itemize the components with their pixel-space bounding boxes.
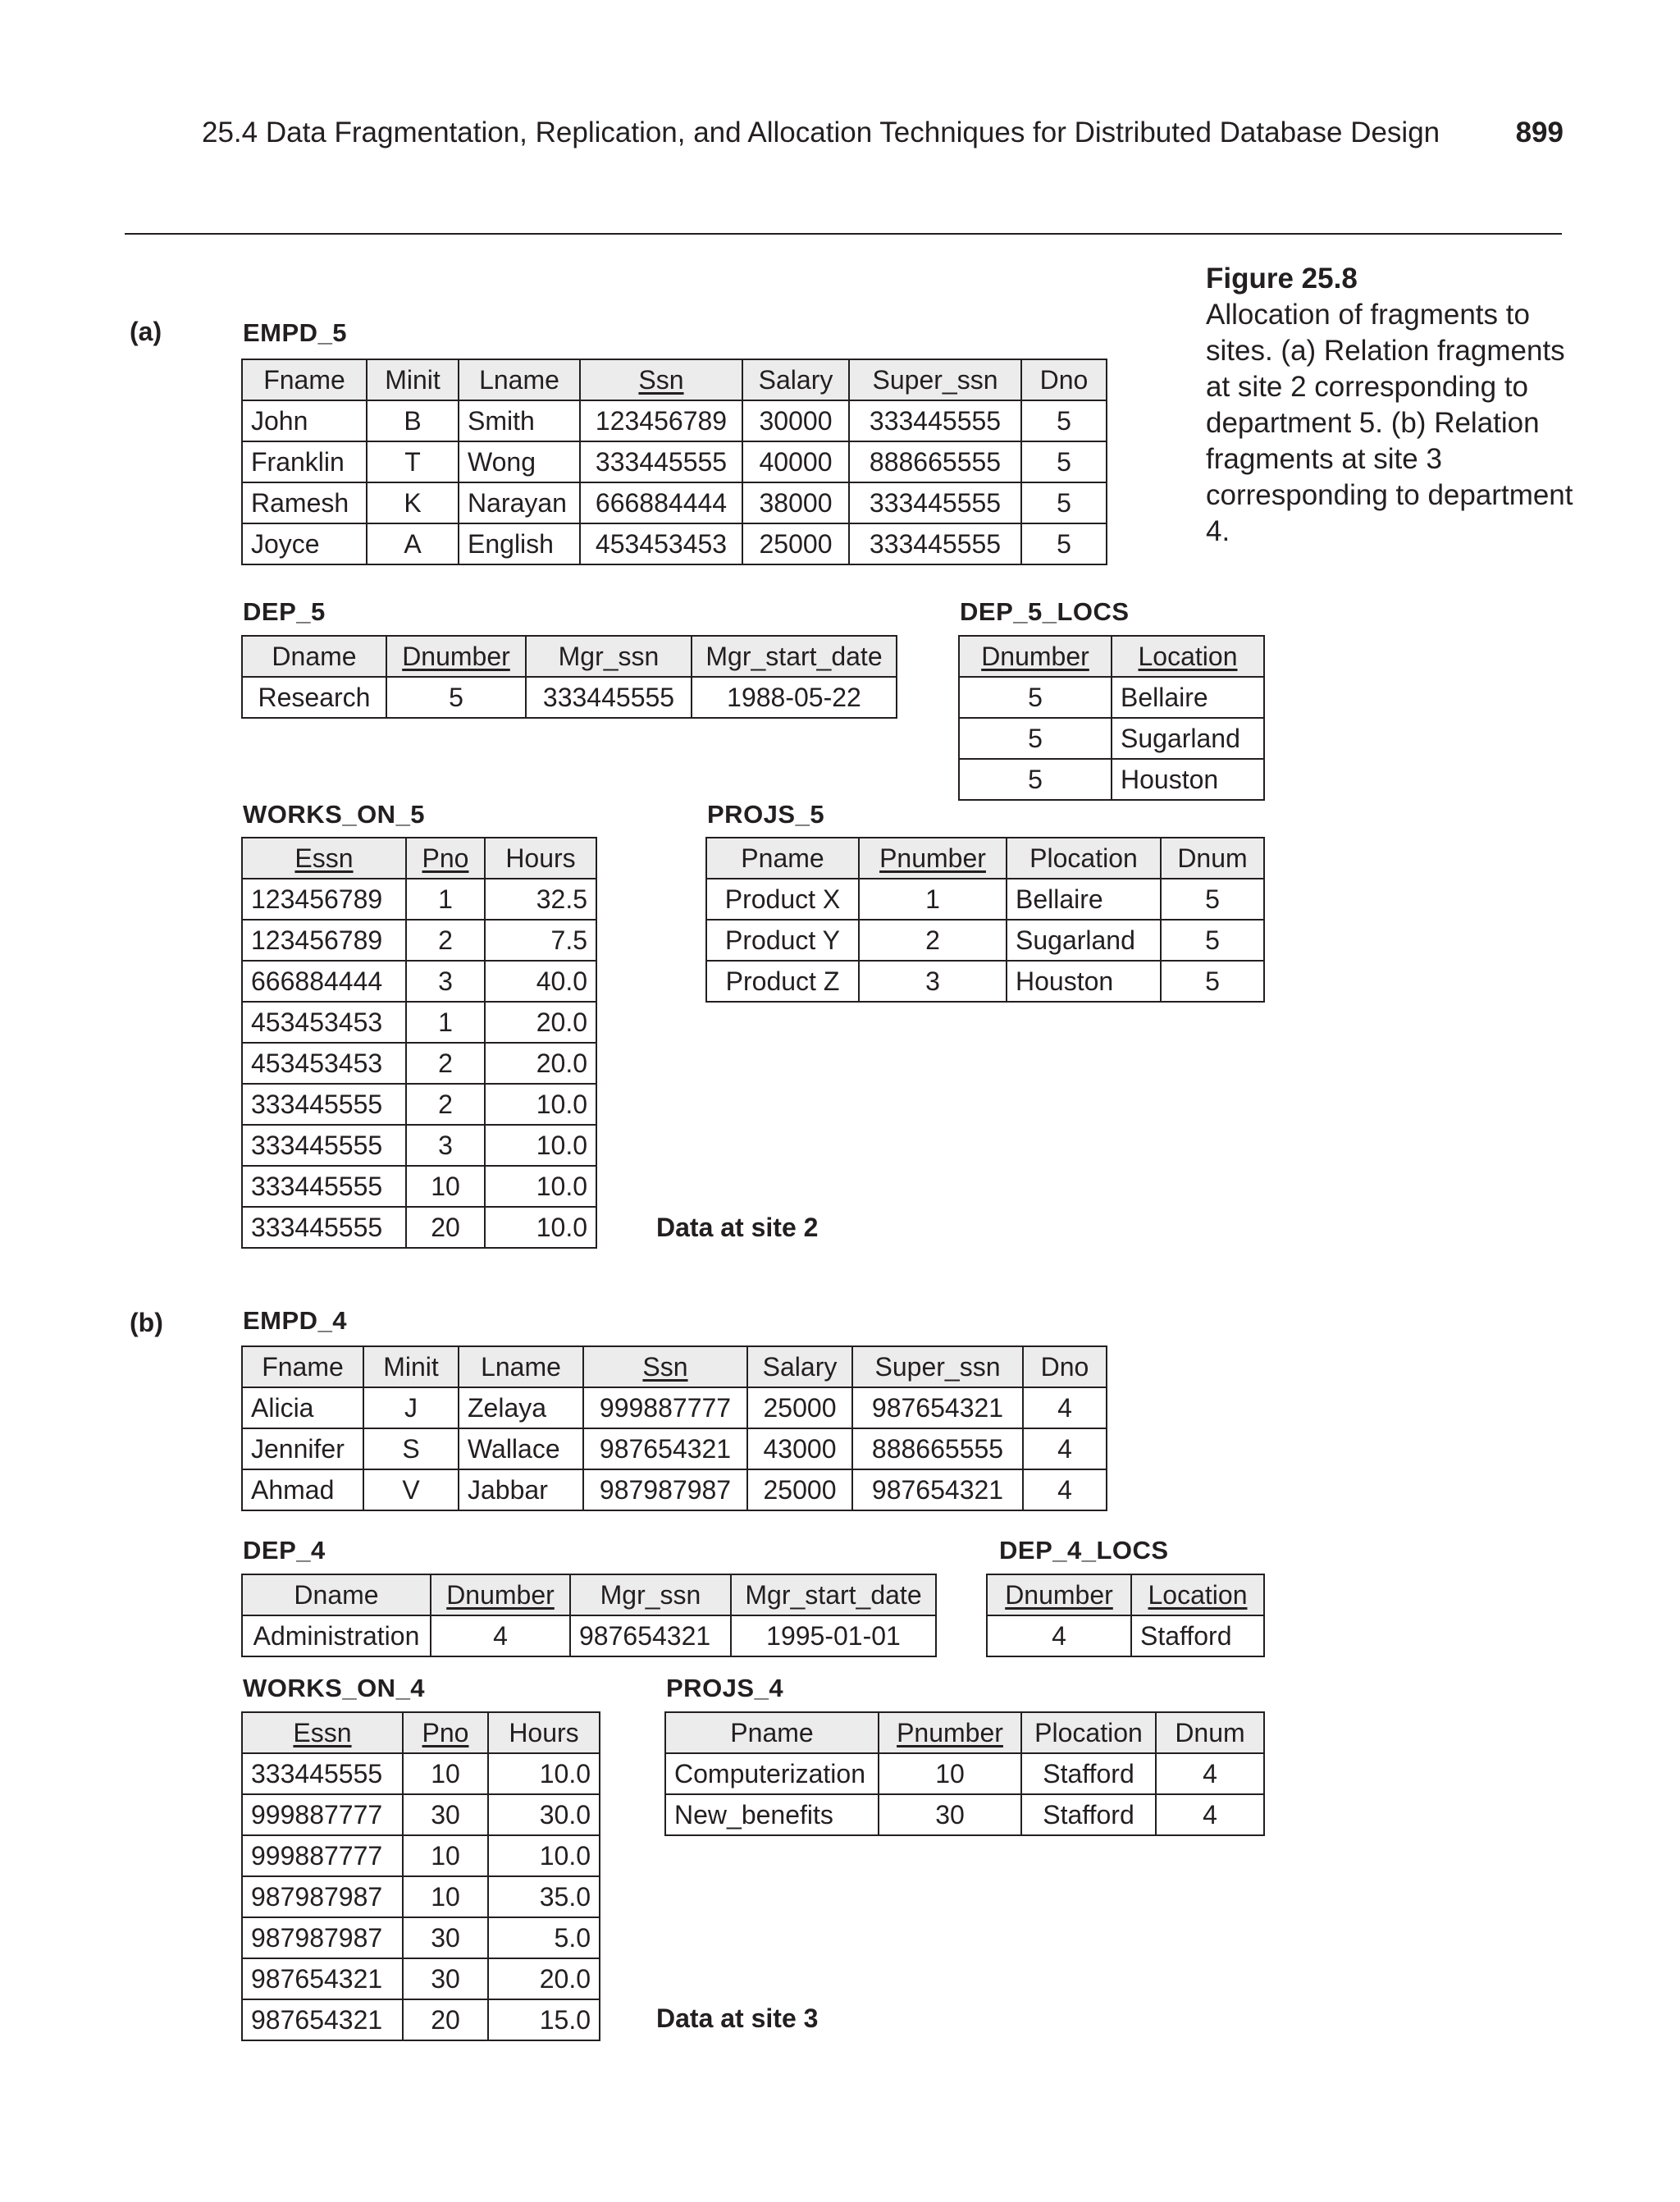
cell: 1995-01-01 bbox=[731, 1615, 936, 1656]
cell: 4 bbox=[987, 1615, 1131, 1656]
table-row bbox=[242, 1876, 600, 1917]
works-on-5-table bbox=[241, 837, 597, 1249]
page-number: 899 bbox=[1515, 116, 1564, 148]
empd-5-table bbox=[241, 359, 1107, 565]
column-header-text: Location bbox=[1138, 641, 1238, 671]
empd-5-name: EMPD_5 bbox=[243, 318, 348, 347]
column-header-text: Dnumber bbox=[402, 641, 510, 671]
cell: Houston bbox=[1112, 759, 1264, 800]
column-header: Dname bbox=[242, 1574, 431, 1615]
cell: 2 bbox=[406, 1084, 485, 1125]
cell: 987654321 bbox=[852, 1469, 1023, 1510]
cell: New_benefits bbox=[665, 1794, 879, 1835]
table-row bbox=[242, 677, 897, 718]
cell: 333445555 bbox=[526, 677, 692, 718]
cell: 5 bbox=[1161, 920, 1264, 961]
column-header-text: Location bbox=[1148, 1579, 1248, 1610]
column-header-text: Pno bbox=[422, 843, 469, 873]
cell: 666884444 bbox=[580, 482, 742, 523]
cell: B bbox=[367, 400, 459, 441]
part-b-label: (b) bbox=[130, 1308, 163, 1337]
key-column-header bbox=[242, 1712, 403, 1753]
cell: 10.0 bbox=[488, 1753, 600, 1794]
section-title: 25.4 Data Fragmentation, Replication, and Allocation Techniques for Distributed Database Design bbox=[202, 116, 1440, 148]
table-row bbox=[706, 961, 1264, 1002]
table-row bbox=[242, 482, 1107, 523]
cell: 30 bbox=[403, 1794, 488, 1835]
table-row bbox=[242, 920, 596, 961]
table-row bbox=[242, 441, 1107, 482]
cell: Alicia bbox=[242, 1387, 363, 1428]
cell: 3 bbox=[406, 1125, 485, 1166]
cell: 2 bbox=[406, 920, 485, 961]
figure-title: Figure 25.8 bbox=[1206, 263, 1358, 295]
projs-5-table bbox=[705, 837, 1265, 1003]
header-rule bbox=[125, 233, 1562, 235]
cell: 10.0 bbox=[485, 1166, 596, 1207]
cell: Smith bbox=[459, 400, 580, 441]
cell: 987654321 bbox=[242, 1999, 403, 2040]
table-row bbox=[959, 718, 1264, 759]
column-header: Dno bbox=[1023, 1346, 1107, 1387]
column-header: Mgr_start_date bbox=[692, 636, 897, 677]
cell: 30 bbox=[403, 1917, 488, 1958]
dep-5-locs-table bbox=[958, 635, 1265, 801]
cell: 20 bbox=[403, 1999, 488, 2040]
cell: Houston bbox=[1007, 961, 1161, 1002]
dep-4-name: DEP_4 bbox=[243, 1536, 326, 1565]
key-column-header bbox=[406, 838, 485, 879]
cell: 1988-05-22 bbox=[692, 677, 897, 718]
cell: Jennifer bbox=[242, 1428, 363, 1469]
cell: 2 bbox=[406, 1043, 485, 1084]
key-column-header bbox=[583, 1346, 747, 1387]
column-header: Salary bbox=[747, 1346, 852, 1387]
cell: 10 bbox=[406, 1166, 485, 1207]
cell: 20.0 bbox=[485, 1043, 596, 1084]
dep-5-locs-name: DEP_5_LOCS bbox=[960, 597, 1130, 626]
cell: Wong bbox=[459, 441, 580, 482]
cell: 25000 bbox=[747, 1387, 852, 1428]
cell: 666884444 bbox=[242, 961, 406, 1002]
column-header: Dno bbox=[1021, 359, 1107, 400]
column-header: Pname bbox=[706, 838, 859, 879]
cell: 40000 bbox=[742, 441, 849, 482]
cell: 10.0 bbox=[485, 1125, 596, 1166]
cell: Bellaire bbox=[1112, 677, 1264, 718]
column-header: Mgr_start_date bbox=[731, 1574, 936, 1615]
cell: Narayan bbox=[459, 482, 580, 523]
cell: 333445555 bbox=[242, 1166, 406, 1207]
table-row bbox=[242, 1958, 600, 1999]
cell: S bbox=[363, 1428, 459, 1469]
table-row bbox=[242, 1125, 596, 1166]
column-header-text: Dnumber bbox=[981, 641, 1089, 671]
table-row bbox=[242, 1207, 596, 1248]
cell: 999887777 bbox=[242, 1835, 403, 1876]
column-header: Hours bbox=[485, 838, 596, 879]
cell: 2 bbox=[859, 920, 1007, 961]
cell: 4 bbox=[1023, 1387, 1107, 1428]
column-header: Fname bbox=[242, 359, 367, 400]
empd-4-name: EMPD_4 bbox=[243, 1306, 348, 1335]
cell: Product X bbox=[706, 879, 859, 920]
column-header: Lname bbox=[459, 359, 580, 400]
table-row bbox=[959, 759, 1264, 800]
works-on-4-table bbox=[241, 1711, 600, 2041]
column-header: Fname bbox=[242, 1346, 363, 1387]
part-a-label: (a) bbox=[130, 317, 162, 346]
dep-5-table bbox=[241, 635, 897, 719]
cell: 32.5 bbox=[485, 879, 596, 920]
cell: J bbox=[363, 1387, 459, 1428]
cell: 5 bbox=[386, 677, 526, 718]
cell: 987987987 bbox=[242, 1917, 403, 1958]
cell: 35.0 bbox=[488, 1876, 600, 1917]
table-row bbox=[242, 523, 1107, 564]
cell: 25000 bbox=[747, 1469, 852, 1510]
cell: 453453453 bbox=[242, 1043, 406, 1084]
cell: Product Z bbox=[706, 961, 859, 1002]
cell: English bbox=[459, 523, 580, 564]
column-header: Hours bbox=[488, 1712, 600, 1753]
cell: 10.0 bbox=[485, 1207, 596, 1248]
cell: 20.0 bbox=[485, 1002, 596, 1043]
key-column-header bbox=[1112, 636, 1264, 677]
column-header: Dname bbox=[242, 636, 386, 677]
cell: Ramesh bbox=[242, 482, 367, 523]
column-header: Super_ssn bbox=[852, 1346, 1023, 1387]
running-header bbox=[202, 116, 1564, 158]
table-row bbox=[242, 1615, 936, 1656]
cell: 333445555 bbox=[849, 523, 1021, 564]
cell: 10 bbox=[403, 1835, 488, 1876]
cell: John bbox=[242, 400, 367, 441]
cell: 1 bbox=[859, 879, 1007, 920]
table-row bbox=[242, 1084, 596, 1125]
cell: Bellaire bbox=[1007, 879, 1161, 920]
cell: Stafford bbox=[1021, 1794, 1156, 1835]
key-column-header bbox=[242, 838, 406, 879]
table-row bbox=[242, 1469, 1107, 1510]
cell: 123456789 bbox=[580, 400, 742, 441]
cell: 333445555 bbox=[242, 1207, 406, 1248]
key-column-header bbox=[580, 359, 742, 400]
projs-5-name: PROJS_5 bbox=[707, 800, 825, 829]
dep-5-name: DEP_5 bbox=[243, 597, 326, 626]
cell: 987654321 bbox=[570, 1615, 731, 1656]
cell: 3 bbox=[406, 961, 485, 1002]
table-row bbox=[242, 1794, 600, 1835]
column-header: Dnum bbox=[1161, 838, 1264, 879]
cell: 987654321 bbox=[583, 1428, 747, 1469]
cell: Computerization bbox=[665, 1753, 879, 1794]
cell: 40.0 bbox=[485, 961, 596, 1002]
empd-4-table bbox=[241, 1345, 1107, 1511]
cell: 10 bbox=[879, 1753, 1021, 1794]
table-row bbox=[987, 1615, 1264, 1656]
table-row bbox=[706, 879, 1264, 920]
cell: 25000 bbox=[742, 523, 849, 564]
cell: 30 bbox=[403, 1958, 488, 1999]
cell: 1 bbox=[406, 879, 485, 920]
cell: 888665555 bbox=[849, 441, 1021, 482]
key-column-header bbox=[859, 838, 1007, 879]
cell: 5 bbox=[1021, 441, 1107, 482]
cell: 10.0 bbox=[488, 1835, 600, 1876]
column-header-text: Ssn bbox=[638, 364, 684, 395]
dep-4-locs-name: DEP_4_LOCS bbox=[999, 1536, 1169, 1565]
cell: 5 bbox=[1021, 400, 1107, 441]
key-column-header bbox=[1131, 1574, 1264, 1615]
cell: 10 bbox=[403, 1753, 488, 1794]
column-header: Minit bbox=[363, 1346, 459, 1387]
column-header: Dnum bbox=[1156, 1712, 1264, 1753]
cell: Ahmad bbox=[242, 1469, 363, 1510]
cell: 10 bbox=[403, 1876, 488, 1917]
table-row bbox=[242, 1999, 600, 2040]
cell: 999887777 bbox=[242, 1794, 403, 1835]
cell: Stafford bbox=[1131, 1615, 1264, 1656]
table-row bbox=[242, 400, 1107, 441]
dep-4-table bbox=[241, 1574, 937, 1657]
table-row bbox=[242, 1387, 1107, 1428]
cell: Sugarland bbox=[1007, 920, 1161, 961]
cell: K bbox=[367, 482, 459, 523]
cell: 987654321 bbox=[852, 1387, 1023, 1428]
cell: Product Y bbox=[706, 920, 859, 961]
figure-caption bbox=[1206, 261, 1575, 550]
site-3-label: Data at site 3 bbox=[656, 2003, 819, 2033]
cell: T bbox=[367, 441, 459, 482]
projs-4-name: PROJS_4 bbox=[666, 1674, 784, 1702]
table-row bbox=[242, 1043, 596, 1084]
column-header-text: Essn bbox=[293, 1717, 352, 1747]
cell: 5 bbox=[959, 677, 1112, 718]
column-header-text: Pnumber bbox=[879, 843, 986, 873]
cell: Franklin bbox=[242, 441, 367, 482]
cell: 999887777 bbox=[583, 1387, 747, 1428]
cell: A bbox=[367, 523, 459, 564]
table-row bbox=[242, 1917, 600, 1958]
table-row bbox=[959, 677, 1264, 718]
cell: 333445555 bbox=[242, 1753, 403, 1794]
column-header: Plocation bbox=[1021, 1712, 1156, 1753]
cell: 333445555 bbox=[849, 482, 1021, 523]
table-row bbox=[242, 879, 596, 920]
column-header-text: Pnumber bbox=[897, 1717, 1003, 1747]
cell: 1 bbox=[406, 1002, 485, 1043]
cell: 20 bbox=[406, 1207, 485, 1248]
cell: 4 bbox=[431, 1615, 570, 1656]
key-column-header bbox=[403, 1712, 488, 1753]
column-header-text: Essn bbox=[294, 843, 354, 873]
table-row bbox=[665, 1794, 1264, 1835]
column-header: Super_ssn bbox=[849, 359, 1021, 400]
cell: 38000 bbox=[742, 482, 849, 523]
cell: 5 bbox=[959, 759, 1112, 800]
works-on-4-name: WORKS_ON_4 bbox=[243, 1674, 426, 1702]
works-on-5-name: WORKS_ON_5 bbox=[243, 800, 426, 829]
cell: Sugarland bbox=[1112, 718, 1264, 759]
cell: 4 bbox=[1156, 1794, 1264, 1835]
column-header: Mgr_ssn bbox=[526, 636, 692, 677]
table-row bbox=[665, 1753, 1264, 1794]
table-row bbox=[706, 920, 1264, 961]
cell: 888665555 bbox=[852, 1428, 1023, 1469]
cell: 4 bbox=[1023, 1428, 1107, 1469]
cell: 4 bbox=[1023, 1469, 1107, 1510]
key-column-header bbox=[431, 1574, 570, 1615]
cell: 30 bbox=[879, 1794, 1021, 1835]
cell: 30000 bbox=[742, 400, 849, 441]
column-header: Pname bbox=[665, 1712, 879, 1753]
table-row bbox=[242, 1835, 600, 1876]
cell: 30.0 bbox=[488, 1794, 600, 1835]
cell: Stafford bbox=[1021, 1753, 1156, 1794]
cell: 333445555 bbox=[580, 441, 742, 482]
cell: 20.0 bbox=[488, 1958, 600, 1999]
cell: 987987987 bbox=[242, 1876, 403, 1917]
cell: Administration bbox=[242, 1615, 431, 1656]
site-2-label: Data at site 2 bbox=[656, 1213, 819, 1242]
cell: 4 bbox=[1156, 1753, 1264, 1794]
cell: 123456789 bbox=[242, 879, 406, 920]
key-column-header bbox=[879, 1712, 1021, 1753]
cell: 453453453 bbox=[242, 1002, 406, 1043]
cell: 333445555 bbox=[242, 1084, 406, 1125]
cell: Jabbar bbox=[459, 1469, 583, 1510]
column-header-text: Pno bbox=[422, 1717, 469, 1747]
column-header: Mgr_ssn bbox=[570, 1574, 731, 1615]
column-header: Plocation bbox=[1007, 838, 1161, 879]
cell: 5 bbox=[1161, 879, 1264, 920]
cell: 5 bbox=[1161, 961, 1264, 1002]
cell: 15.0 bbox=[488, 1999, 600, 2040]
cell: 5 bbox=[1021, 482, 1107, 523]
cell: 7.5 bbox=[485, 920, 596, 961]
cell: 5 bbox=[959, 718, 1112, 759]
cell: 453453453 bbox=[580, 523, 742, 564]
cell: 3 bbox=[859, 961, 1007, 1002]
table-row bbox=[242, 1166, 596, 1207]
cell: V bbox=[363, 1469, 459, 1510]
table-row bbox=[242, 1753, 600, 1794]
key-column-header bbox=[987, 1574, 1131, 1615]
cell: 333445555 bbox=[242, 1125, 406, 1166]
cell: Research bbox=[242, 677, 386, 718]
column-header-text: Ssn bbox=[642, 1351, 688, 1382]
column-header: Salary bbox=[742, 359, 849, 400]
cell: 123456789 bbox=[242, 920, 406, 961]
cell: 987654321 bbox=[242, 1958, 403, 1999]
column-header-text: Dnumber bbox=[1005, 1579, 1113, 1610]
table-row bbox=[242, 1428, 1107, 1469]
column-header: Lname bbox=[459, 1346, 583, 1387]
cell: Zelaya bbox=[459, 1387, 583, 1428]
cell: 987987987 bbox=[583, 1469, 747, 1510]
column-header-text: Dnumber bbox=[446, 1579, 555, 1610]
cell: 10.0 bbox=[485, 1084, 596, 1125]
cell: 5.0 bbox=[488, 1917, 600, 1958]
key-column-header bbox=[386, 636, 526, 677]
cell: Joyce bbox=[242, 523, 367, 564]
cell: 43000 bbox=[747, 1428, 852, 1469]
key-column-header bbox=[959, 636, 1112, 677]
figure-caption-text: Allocation of fragments to sites. (a) Relation fragments at site 2 corresponding to department 5. (b) Relation fragments at site 3 corresponding to department 4. bbox=[1206, 299, 1573, 547]
cell: 333445555 bbox=[849, 400, 1021, 441]
cell: 5 bbox=[1021, 523, 1107, 564]
table-row bbox=[242, 1002, 596, 1043]
column-header: Minit bbox=[367, 359, 459, 400]
dep-4-locs-table bbox=[986, 1574, 1265, 1657]
table-row bbox=[242, 961, 596, 1002]
cell: Wallace bbox=[459, 1428, 583, 1469]
projs-4-table bbox=[664, 1711, 1265, 1836]
